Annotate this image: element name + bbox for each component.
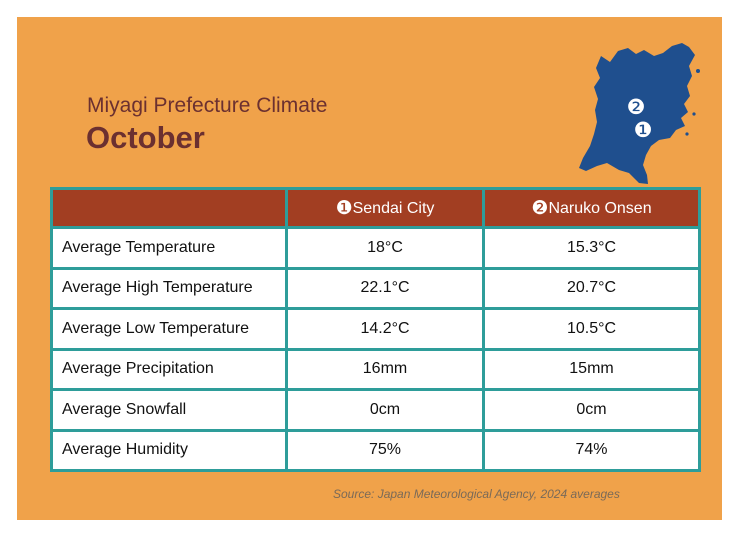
- table-row: [53, 310, 698, 348]
- row-label: Average Precipitation: [53, 351, 285, 389]
- row-label: Average Low Temperature: [53, 310, 285, 348]
- naruko-value: 15mm: [485, 351, 698, 389]
- table-row: [53, 432, 698, 470]
- sendai-value: 16mm: [288, 351, 482, 389]
- sendai-value: 14.2°C: [288, 310, 482, 348]
- row-label: Average Humidity: [53, 432, 285, 470]
- table-row: [53, 351, 698, 389]
- map-marker-sendai: ❶: [633, 118, 653, 142]
- sendai-value: 75%: [288, 432, 482, 470]
- table-row: [53, 391, 698, 429]
- source-note: Source: Japan Meteorological Agency, 2024 averages: [333, 487, 620, 501]
- map-marker-naruko: ❷: [626, 95, 646, 119]
- table-row: [53, 270, 698, 308]
- naruko-value: 74%: [485, 432, 698, 470]
- sendai-name: Sendai City: [352, 199, 435, 217]
- header-empty-cell: [53, 190, 285, 226]
- map-island: [685, 132, 688, 135]
- naruko-value: 0cm: [485, 391, 698, 429]
- naruko-marker: ❷: [531, 197, 549, 219]
- naruko-name: Naruko Onsen: [548, 199, 652, 217]
- sendai-value: 22.1°C: [288, 270, 482, 308]
- column-header-naruko: [485, 190, 698, 226]
- map-island: [696, 69, 700, 73]
- table-row: [53, 229, 698, 267]
- row-label: Average Snowfall: [53, 391, 285, 429]
- page-title: October: [86, 120, 205, 155]
- climate-table: [50, 187, 701, 472]
- row-label: Average Temperature: [53, 229, 285, 267]
- row-label: Average High Temperature: [53, 270, 285, 308]
- sendai-value: 18°C: [288, 229, 482, 267]
- table-header-row: [53, 190, 698, 226]
- map-island: [692, 112, 695, 115]
- sendai-marker: ❶: [335, 197, 353, 219]
- sendai-value: 0cm: [288, 391, 482, 429]
- miyagi-map-icon: [577, 42, 707, 188]
- naruko-value: 10.5°C: [485, 310, 698, 348]
- naruko-value: 20.7°C: [485, 270, 698, 308]
- naruko-value: 15.3°C: [485, 229, 698, 267]
- column-header-sendai: [288, 190, 482, 226]
- page-subtitle: Miyagi Prefecture Climate: [87, 94, 328, 117]
